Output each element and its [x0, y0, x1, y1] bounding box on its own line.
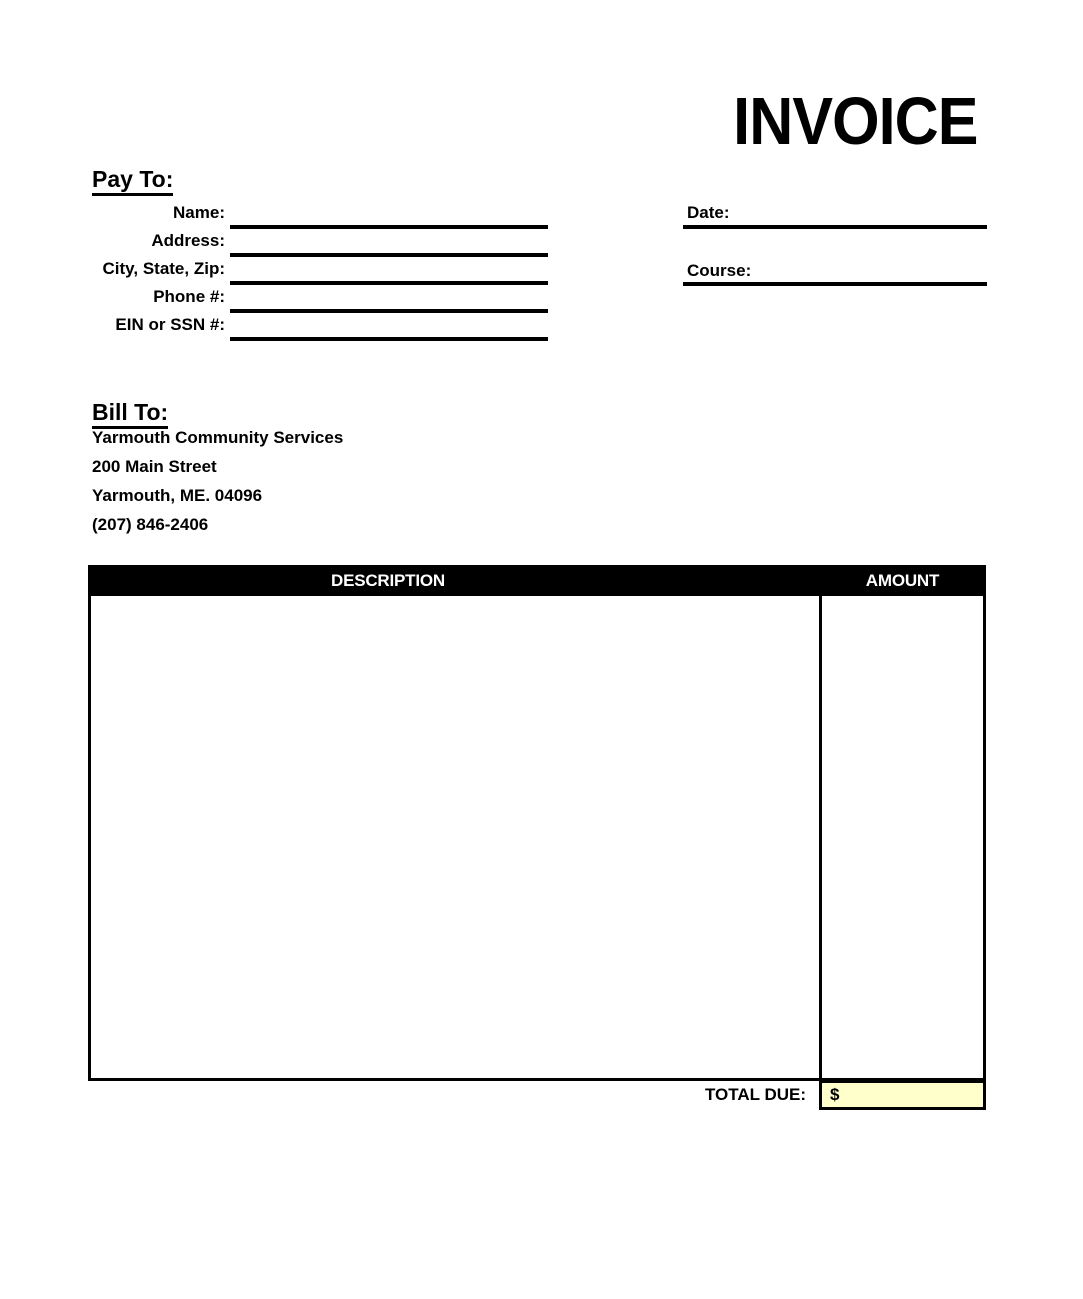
page-title: INVOICE: [732, 84, 977, 159]
bill-to-heading: Bill To:: [92, 399, 168, 429]
address-field-label: Address:: [151, 231, 225, 250]
amount-column-header: AMOUNT: [865, 571, 940, 590]
currency-symbol: $: [830, 1085, 840, 1104]
course-label: Course:: [687, 261, 752, 280]
total-due-label: TOTAL DUE:: [704, 1085, 806, 1104]
items-table-header: [88, 565, 986, 596]
course-field-line[interactable]: [683, 282, 987, 286]
address-field-line[interactable]: [230, 253, 548, 257]
description-column-header: DESCRIPTION: [331, 571, 445, 590]
bill-to-city-state-zip: Yarmouth, ME. 04096: [92, 486, 263, 505]
bill-to-phone: (207) 846-2406: [92, 515, 209, 534]
date-label: Date:: [687, 203, 730, 222]
city-state-zip-field-line[interactable]: [230, 281, 548, 285]
total-amount-box[interactable]: [819, 1080, 986, 1110]
name-field-line[interactable]: [230, 225, 548, 229]
name-field-label: Name:: [173, 203, 225, 222]
bill-to-street: 200 Main Street: [92, 457, 217, 476]
phone-field-label: Phone #:: [153, 287, 225, 306]
ein-ssn-field-label: EIN or SSN #:: [115, 315, 225, 334]
items-table-body[interactable]: [88, 596, 986, 1081]
pay-to-heading: Pay To:: [92, 166, 173, 196]
bill-to-name: Yarmouth Community Services: [92, 428, 344, 447]
date-field-line[interactable]: [683, 225, 987, 229]
phone-field-line[interactable]: [230, 309, 548, 313]
ein-ssn-field-line[interactable]: [230, 337, 548, 341]
amount-column-divider: [819, 596, 822, 1078]
city-state-zip-field-label: City, State, Zip:: [102, 259, 225, 278]
